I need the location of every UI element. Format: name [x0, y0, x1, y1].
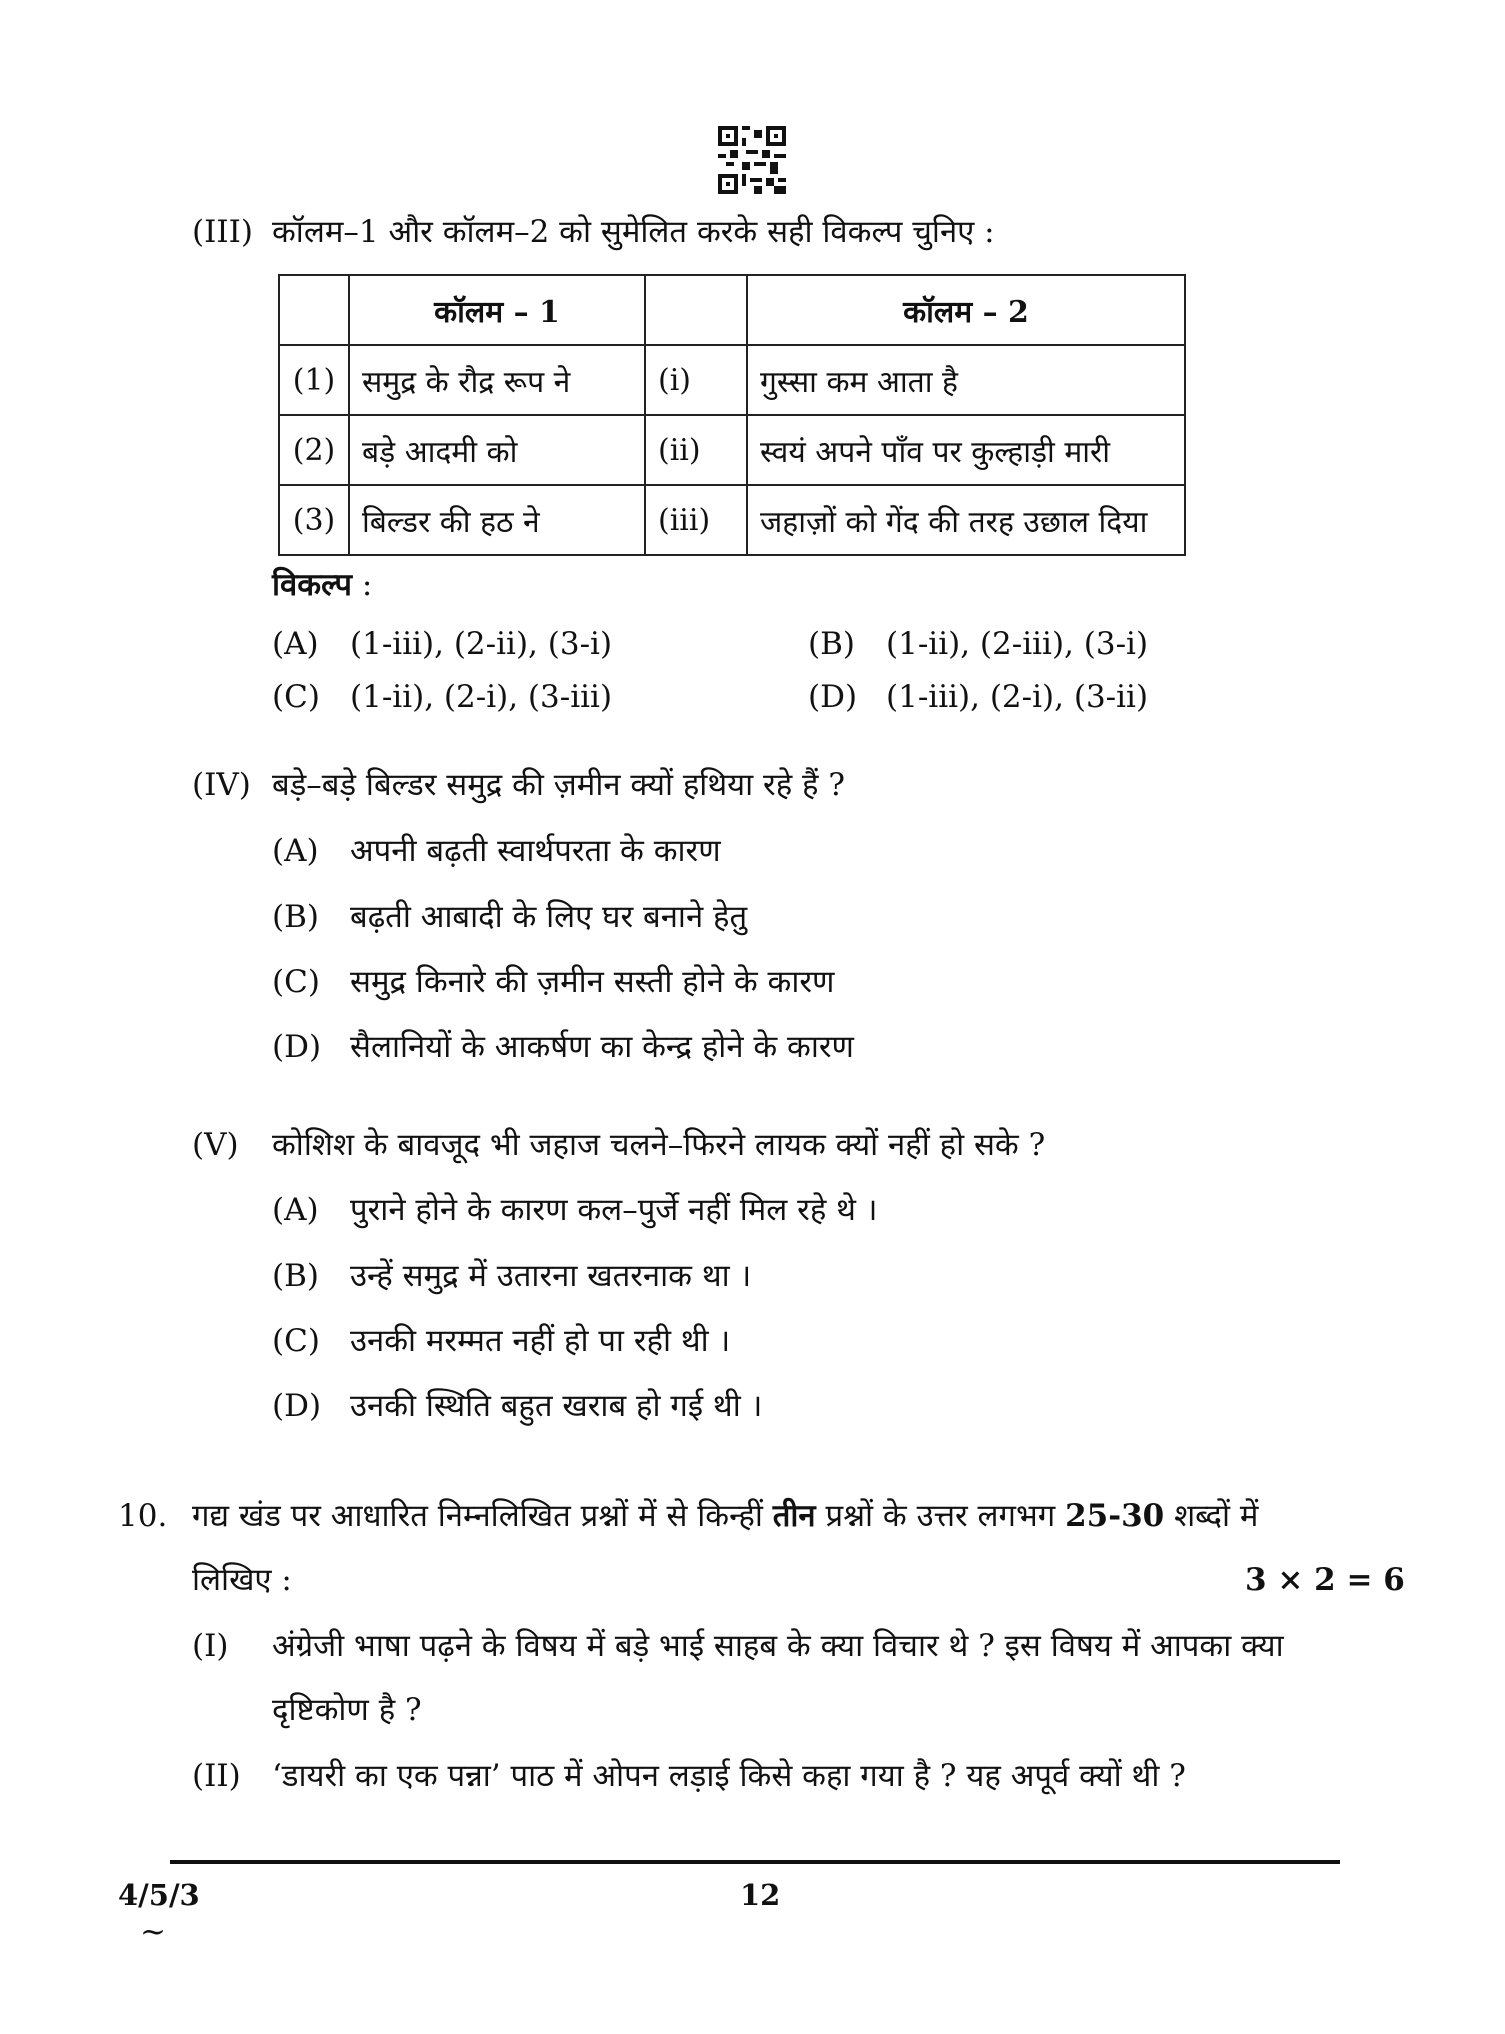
matching-table — [278, 274, 1186, 556]
option-text: (1-ii), (2-i), (3-iii) — [350, 679, 613, 715]
row-roman: (i) — [645, 345, 747, 415]
option-text: (1-iii), (2-ii), (3-i) — [350, 626, 613, 662]
row-roman: (ii) — [645, 415, 747, 485]
column-1-cell: बड़े आदमी को — [349, 415, 645, 485]
q9-part3-question: कॉलम–1 और कॉलम–2 को सुमेलित करके सही विकल्प चुनिए : — [272, 214, 995, 250]
option-text: सैलानियों के आकर्षण का केन्द्र होने के कारण — [350, 1029, 854, 1065]
column-2-header: कॉलम – 2 — [747, 275, 1185, 345]
q10-number: 10. — [118, 1498, 168, 1534]
option-label: (D) — [272, 1029, 322, 1065]
option-text: (1-iii), (2-i), (3-ii) — [886, 679, 1149, 715]
option-label: (D) — [808, 679, 858, 715]
q9-part4-number: (IV) — [192, 767, 251, 803]
option-label: (A) — [272, 1192, 319, 1228]
option-text: उनकी मरम्मत नहीं हो पा रही थी । — [350, 1323, 731, 1359]
row-number: (3) — [279, 485, 349, 555]
option-text: उन्हें समुद्र में उतारना खतरनाक था । — [350, 1258, 752, 1294]
q10-instruction-line2: लिखिए : — [192, 1562, 292, 1598]
column-1-cell: बिल्डर की हठ ने — [349, 485, 645, 555]
q9-part3-number: (III) — [192, 214, 253, 250]
column-1-header: कॉलम – 1 — [349, 275, 645, 345]
q10-sub-question-cont: दृष्टिकोण है ? — [272, 1692, 422, 1728]
option-text: अपनी बढ़ती स्वार्थपरता के कारण — [350, 833, 721, 869]
column-1-cell: समुद्र के रौद्र रूप ने — [349, 345, 645, 415]
q10-sub-question: ‘डायरी का एक पन्ना’ पाठ में ओपन लड़ाई किसे कहा गया है ? यह अपूर्व क्यों थी ? — [272, 1758, 1186, 1794]
row-number: (1) — [279, 345, 349, 415]
q10-marks: 3 × 2 = 6 — [1245, 1562, 1405, 1598]
option-text: उनकी स्थिति बहुत खराब हो गई थी । — [350, 1388, 763, 1424]
table-header-row — [279, 275, 1185, 345]
option-text: (1-ii), (2-iii), (3-i) — [886, 626, 1149, 662]
option-label: (C) — [272, 679, 320, 715]
footer-tilde: ~ — [140, 1914, 166, 1950]
q10-instruction: गद्य खंड पर आधारित निम्नलिखित प्रश्नों में से किन्हीं तीन प्रश्नों के उत्तर लगभग 25-30 शब्दों में — [192, 1498, 1259, 1534]
q10-sub-number: (II) — [192, 1758, 241, 1794]
column-2-cell: स्वयं अपने पाँव पर कुल्हाड़ी मारी — [747, 415, 1185, 485]
options-heading: विकल्प : — [272, 567, 373, 603]
paper-code: 4/5/3 — [118, 1878, 200, 1912]
option-text: पुराने होने के कारण कल–पुर्जे नहीं मिल रहे थे । — [350, 1192, 878, 1228]
row-roman: (iii) — [645, 485, 747, 555]
option-label: (D) — [272, 1388, 322, 1424]
option-text: समुद्र किनारे की ज़मीन सस्ती होने के कारण — [350, 964, 835, 1000]
qr-code-icon — [718, 126, 786, 194]
q10-sub-question: अंग्रेजी भाषा पढ़ने के विषय में बड़े भाई साहब के क्या विचार थे ? इस विषय में आपका क्या — [272, 1628, 1284, 1664]
option-label: (A) — [272, 833, 319, 869]
column-2-cell: जहाज़ों को गेंद की तरह उछाल दिया — [747, 485, 1185, 555]
table-row — [279, 415, 1185, 485]
q9-part5-number: (V) — [192, 1127, 239, 1163]
table-row — [279, 485, 1185, 555]
q9-part4-question: बड़े–बड़े बिल्डर समुद्र की ज़मीन क्यों हथिया रहे हैं ? — [272, 767, 845, 803]
option-text: बढ़ती आबादी के लिए घर बनाने हेतु — [350, 899, 748, 935]
q10-sub-number: (I) — [192, 1628, 229, 1664]
footer-rule — [170, 1860, 1340, 1864]
column-2-cell: गुस्सा कम आता है — [747, 345, 1185, 415]
option-label: (C) — [272, 1323, 320, 1359]
table-row — [279, 345, 1185, 415]
row-number: (2) — [279, 415, 349, 485]
option-label: (B) — [272, 899, 319, 935]
option-label: (A) — [272, 626, 319, 662]
option-label: (B) — [808, 626, 855, 662]
option-label: (C) — [272, 964, 320, 1000]
page-number: 12 — [740, 1878, 781, 1912]
option-label: (B) — [272, 1258, 319, 1294]
q9-part5-question: कोशिश के बावजूद भी जहाज चलने–फिरने लायक क्यों नहीं हो सके ? — [272, 1127, 1046, 1163]
